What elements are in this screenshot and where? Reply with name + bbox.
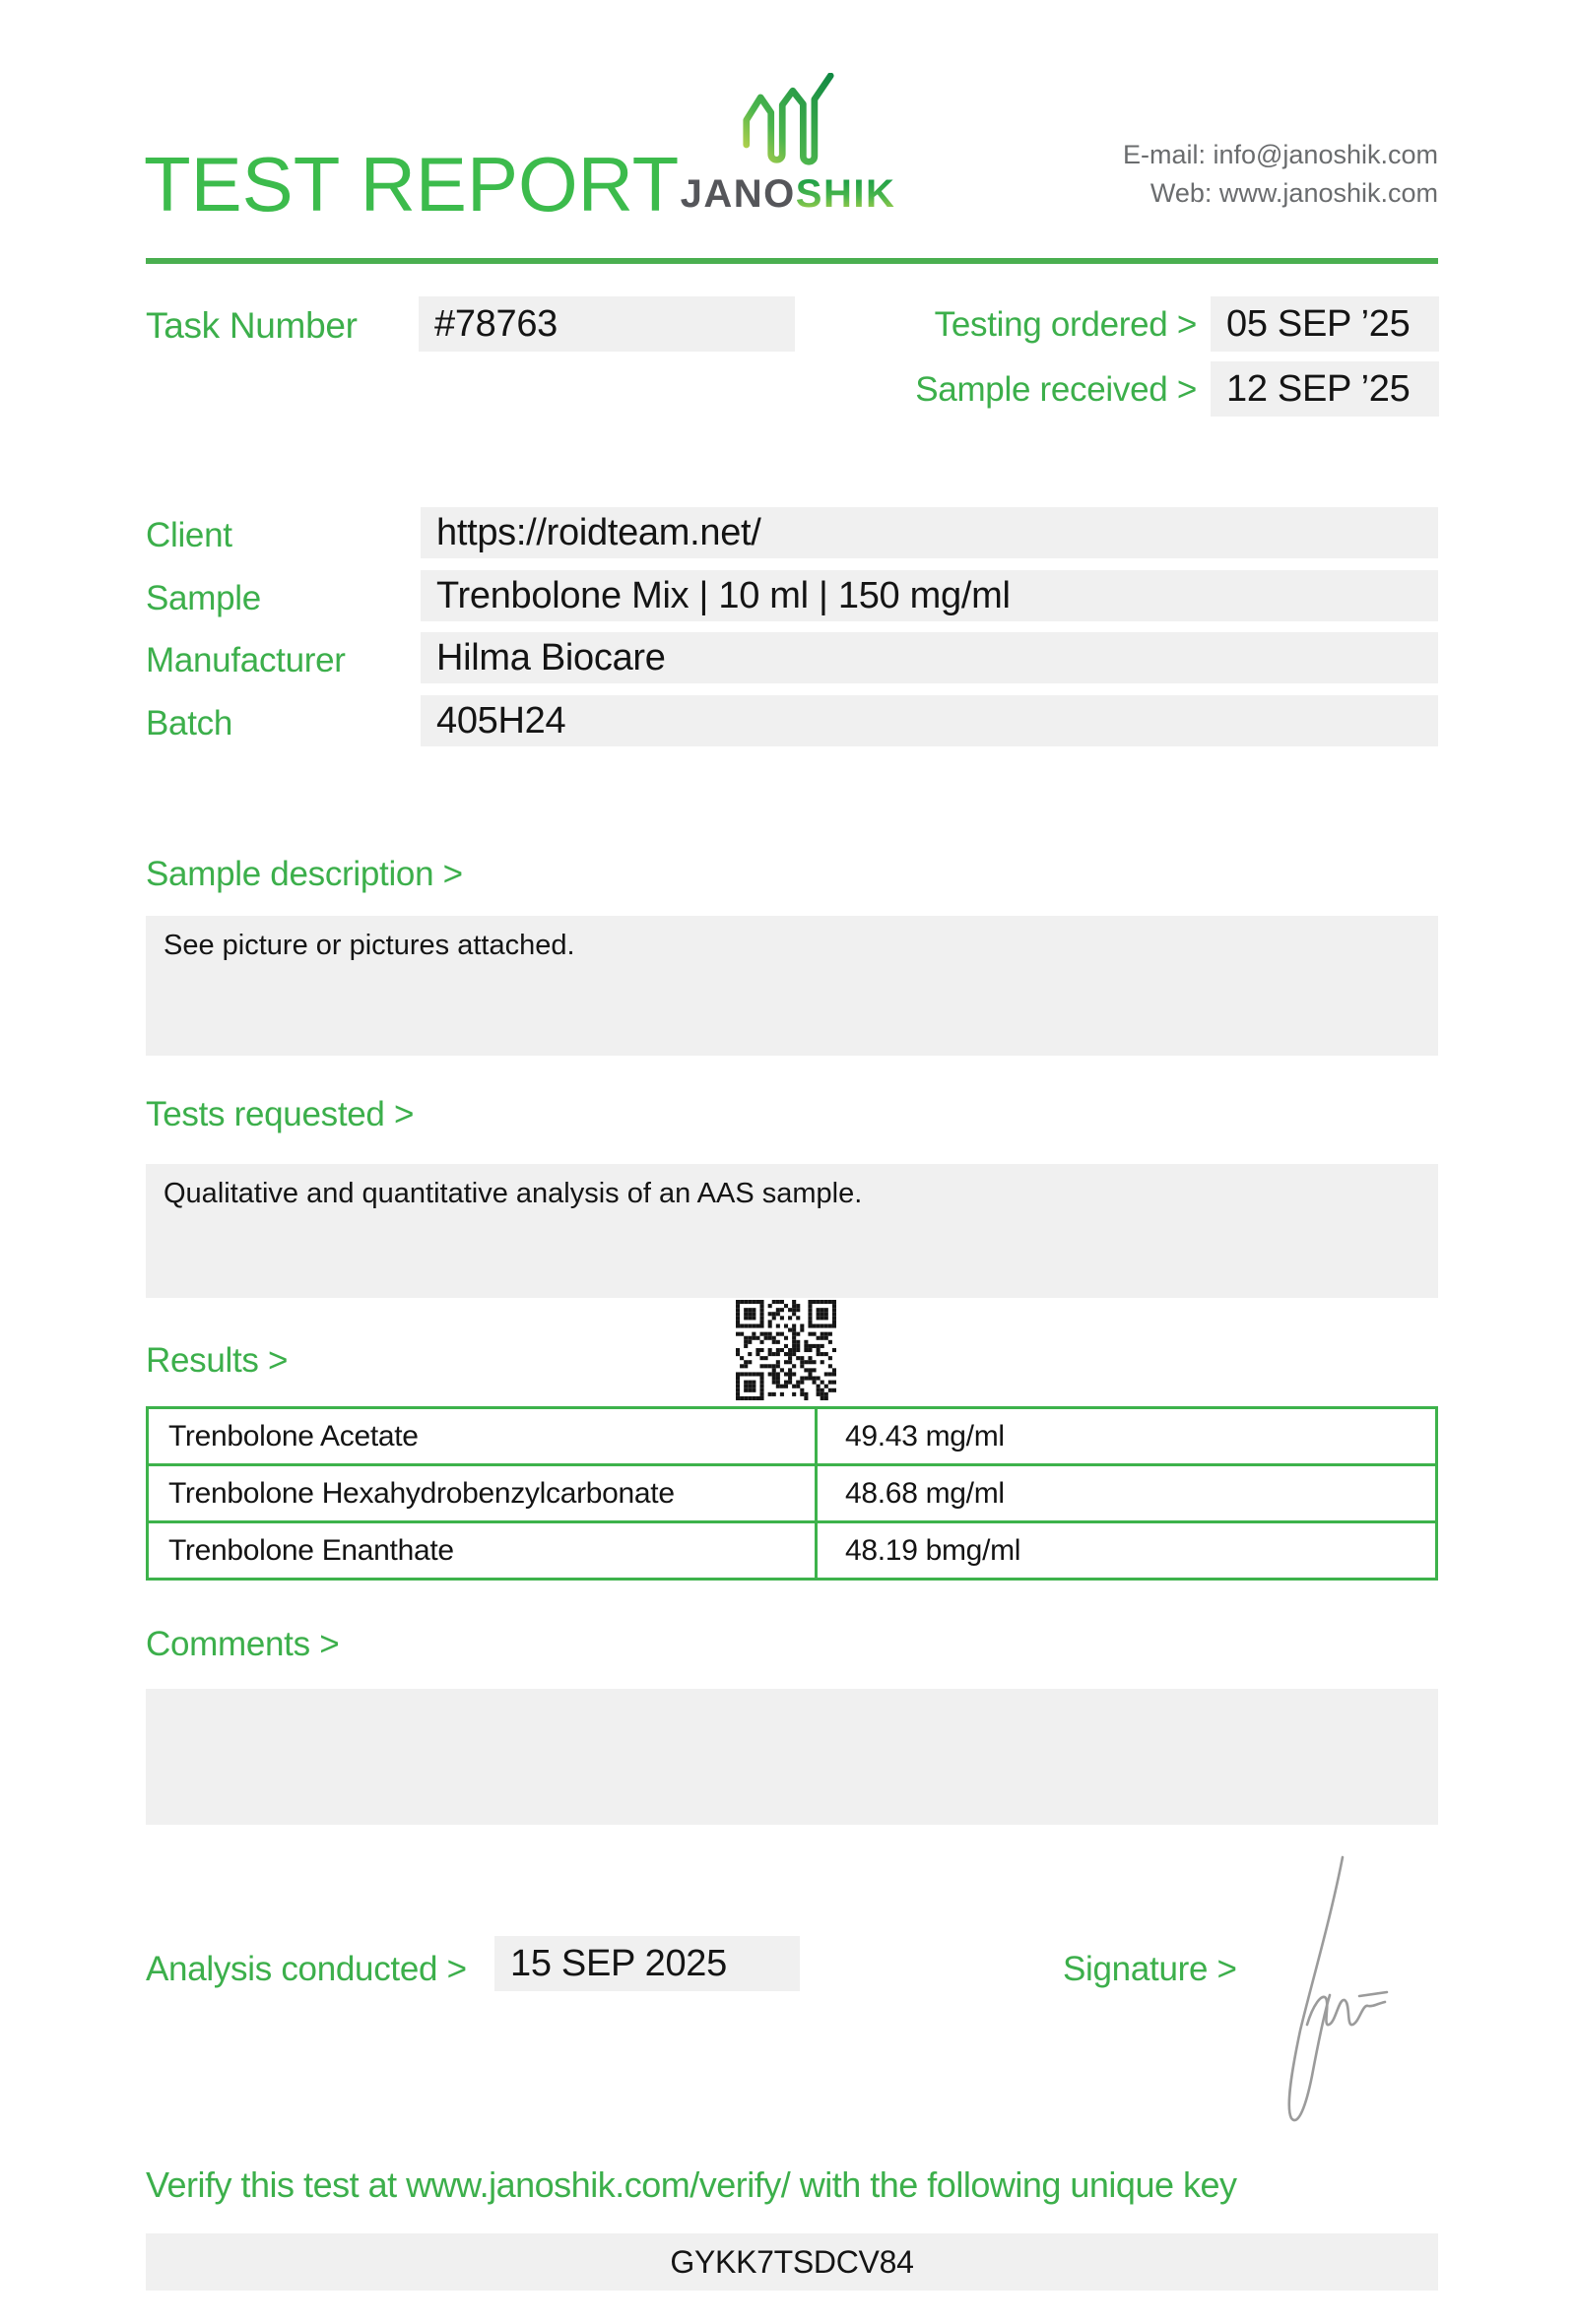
analyte-cell: Trenbolone Acetate xyxy=(148,1408,817,1465)
client-label: Client xyxy=(146,516,232,554)
result-cell: 48.68 mg/ml xyxy=(817,1465,1437,1522)
result-cell: 48.19 bmg/ml xyxy=(817,1522,1437,1580)
logo-text-gray: JANO xyxy=(680,172,796,216)
client-value: https://roidteam.net/ xyxy=(421,507,1438,558)
sample-value: Trenbolone Mix | 10 ml | 150 mg/ml xyxy=(421,570,1438,621)
analysis-conducted-value: 15 SEP 2025 xyxy=(494,1936,800,1991)
sample-description-text: See picture or pictures attached. xyxy=(164,930,575,961)
analyte-cell: Trenbolone Enanthate xyxy=(148,1522,817,1580)
comments-box xyxy=(146,1689,1438,1825)
header-divider xyxy=(146,258,1438,264)
testing-ordered-label: Testing ordered > xyxy=(934,305,1197,344)
signature-scribble xyxy=(1266,1849,1413,2145)
verify-text: Verify this test at www.janoshik.com/verify/ with the following unique key xyxy=(146,2164,1237,2205)
task-number-label: Task Number xyxy=(146,305,358,346)
sample-label: Sample xyxy=(146,579,261,617)
table-row xyxy=(148,1408,1437,1465)
table-row xyxy=(148,1465,1437,1522)
results-table xyxy=(146,1406,1438,1581)
tests-requested-text: Qualitative and quantitative analysis of an AAS sample. xyxy=(164,1178,863,1209)
verify-key-box xyxy=(146,2233,1438,2291)
contact-web: Web: www.janoshik.com xyxy=(1149,178,1438,208)
sample-received-label: Sample received > xyxy=(915,370,1197,409)
testing-ordered-value: 05 SEP ’25 xyxy=(1211,296,1439,352)
page-title: TEST REPORT xyxy=(144,141,680,227)
comments-text xyxy=(146,1689,1438,1703)
sample-description-box xyxy=(146,916,1438,1056)
result-cell: 49.43 mg/ml xyxy=(817,1408,1437,1465)
logo-text-green: SHIK xyxy=(795,172,896,216)
results-heading: Results > xyxy=(146,1341,289,1380)
comments-heading: Comments > xyxy=(146,1625,340,1663)
analyte-cell: Trenbolone Hexahydrobenzylcarbonate xyxy=(148,1465,817,1522)
contact-email: E-mail: info@janoshik.com xyxy=(1122,140,1438,169)
analysis-conducted-label: Analysis conducted > xyxy=(146,1950,467,1988)
tests-requested-box xyxy=(146,1164,1438,1298)
growth-chart-icon xyxy=(741,73,835,167)
table-row xyxy=(148,1522,1437,1580)
sample-received-value: 12 SEP ’25 xyxy=(1211,361,1439,417)
manufacturer-label: Manufacturer xyxy=(146,641,346,679)
manufacturer-value: Hilma Biocare xyxy=(421,632,1438,683)
signature-label: Signature > xyxy=(1063,1950,1237,1988)
logo-wordmark xyxy=(640,172,936,217)
sample-description-heading: Sample description > xyxy=(146,855,463,893)
logo xyxy=(640,73,936,217)
batch-value: 405H24 xyxy=(421,695,1438,746)
task-number-value: #78763 xyxy=(419,296,795,352)
verify-key: GYKK7TSDCV84 xyxy=(670,2243,914,2280)
tests-requested-heading: Tests requested > xyxy=(146,1095,415,1133)
qr-code xyxy=(736,1300,836,1400)
batch-label: Batch xyxy=(146,704,232,742)
contact-block xyxy=(1123,136,1438,213)
